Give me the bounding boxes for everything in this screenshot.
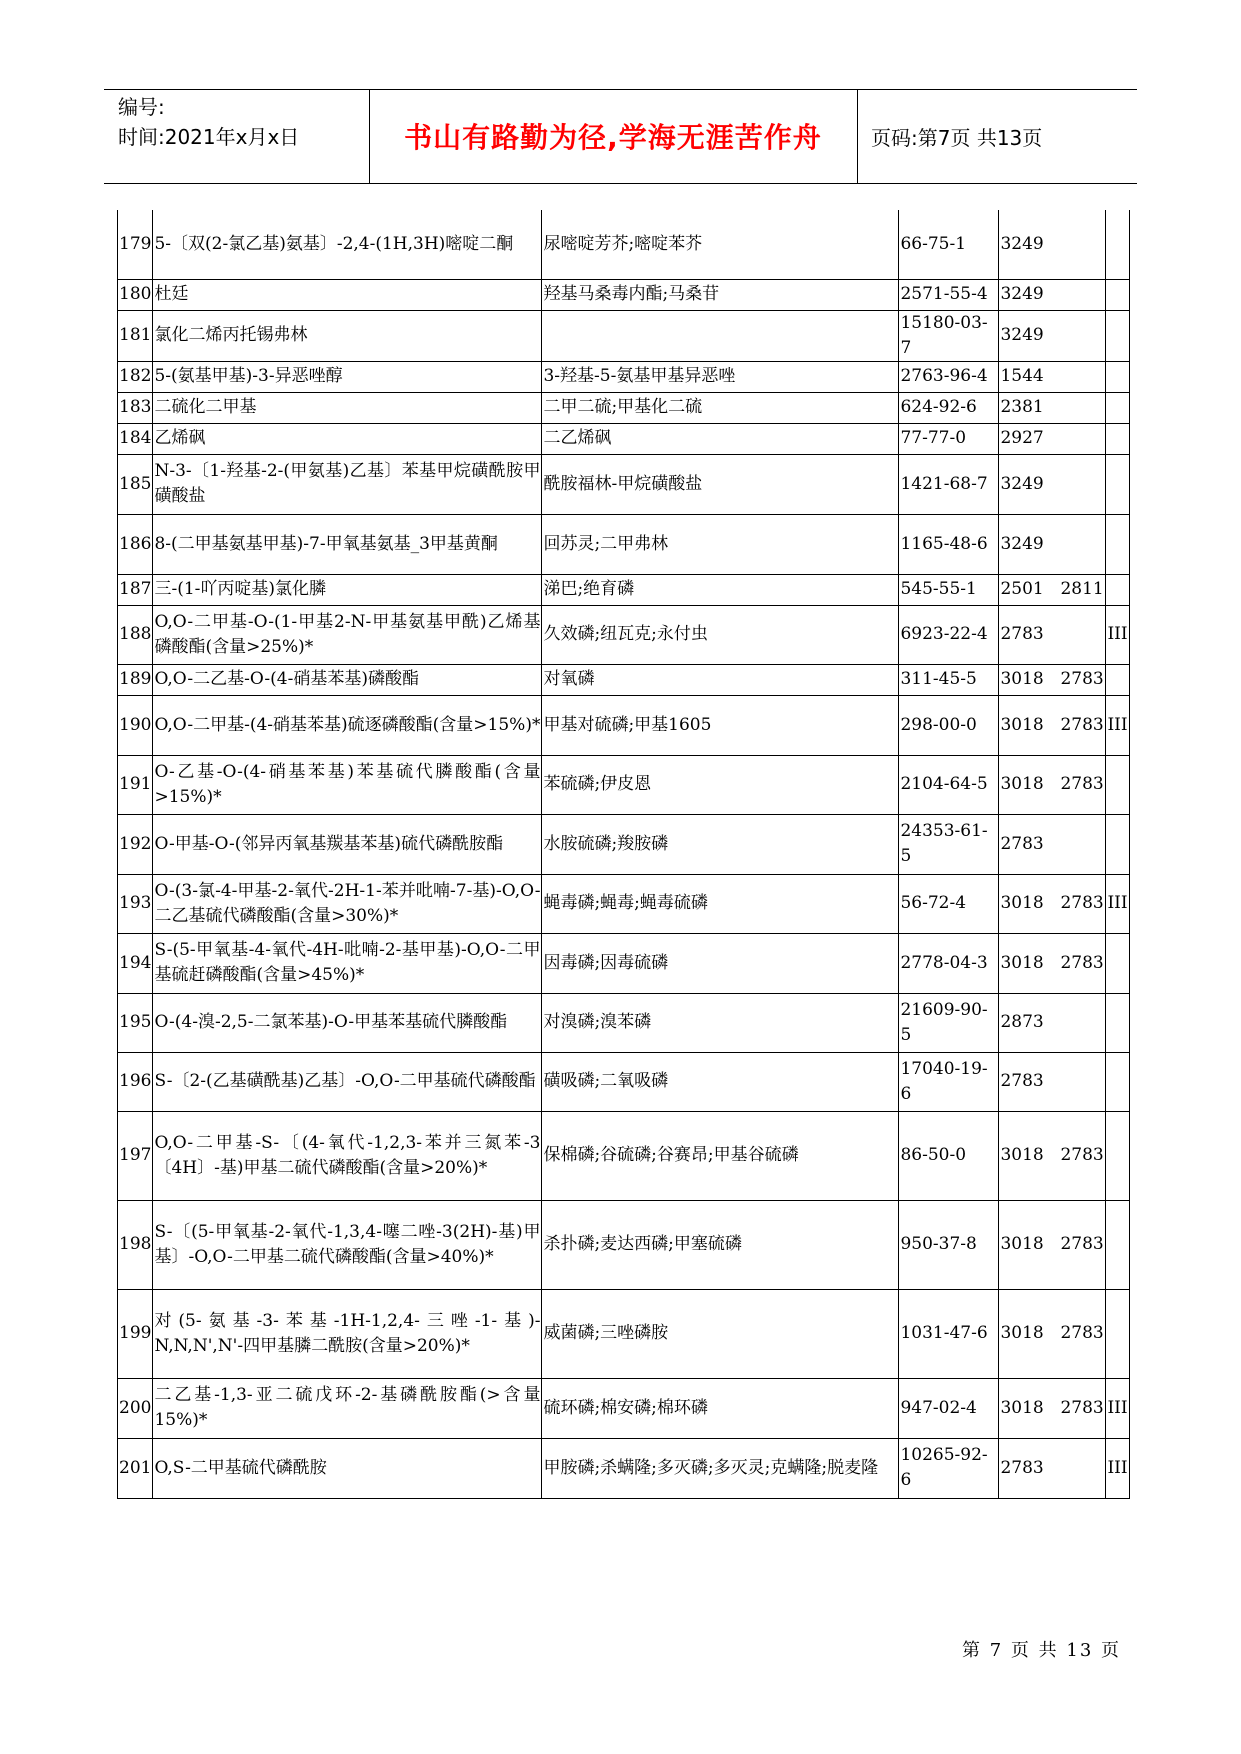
un-number-primary: 3018 — [1000, 774, 1044, 794]
table-row — [118, 605, 1130, 664]
hazard-class — [1106, 514, 1129, 574]
chemical-alias: 二乙烯砜 — [542, 423, 899, 454]
cas-number: 2571-55-4 — [899, 279, 999, 310]
table-row — [118, 1111, 1130, 1200]
un-number-secondary: 2811 — [1060, 579, 1104, 599]
chemical-alias: 回苏灵;二甲弗林 — [542, 514, 899, 574]
table-row — [118, 933, 1130, 993]
un-number-secondary: 2783 — [1060, 774, 1104, 794]
un-number-primary: 3249 — [1000, 284, 1044, 304]
cas-number: 947-02-4 — [899, 1378, 999, 1438]
chemical-alias: 威菌磷;三唑磷胺 — [542, 1289, 899, 1378]
table-row — [118, 361, 1130, 392]
hazard-class — [1106, 423, 1129, 454]
hazard-class — [1106, 1200, 1129, 1289]
cas-number: 2778-04-3 — [899, 933, 999, 993]
row-number: 188 — [118, 605, 153, 664]
un-number-primary: 3249 — [1000, 325, 1044, 345]
chemical-alias: 苯硫磷;伊皮恩 — [542, 755, 899, 814]
row-number: 185 — [118, 454, 153, 514]
hazard-class — [1106, 279, 1129, 310]
chemical-alias: 对溴磷;溴苯磷 — [542, 993, 899, 1052]
un-numbers — [999, 392, 1106, 423]
un-number-primary: 2783 — [1000, 1457, 1044, 1478]
chemical-alias: 久效磷;纽瓦克;永付虫 — [542, 605, 899, 664]
hazard-class — [1106, 1289, 1129, 1378]
chemical-alias: 酰胺福林-甲烷磺酸盐 — [542, 454, 899, 514]
chemical-name: 5-(氨基甲基)-3-异恶唑醇 — [153, 361, 542, 392]
un-number-primary: 3018 — [1000, 669, 1044, 689]
un-number-primary: 3018 — [1000, 952, 1044, 973]
hazard-class — [1106, 210, 1129, 279]
cas-number: 311-45-5 — [899, 664, 999, 695]
un-number-primary: 2927 — [1000, 428, 1044, 448]
hazard-class — [1106, 1111, 1129, 1200]
table-row — [118, 310, 1130, 361]
chemical-name: O-乙基-O-(4-硝基苯基)苯基硫代膦酸酯(含量>15%)* — [153, 755, 542, 814]
header-page-label: 页码:第7页 共13页 — [871, 125, 1043, 150]
chemical-alias: 水胺硫磷;羧胺磷 — [542, 814, 899, 874]
row-number: 195 — [118, 993, 153, 1052]
un-numbers — [999, 514, 1106, 574]
un-numbers — [999, 423, 1106, 454]
chemical-name: N-3-〔1-羟基-2-(甲氨基)乙基〕苯基甲烷磺酰胺甲磺酸盐 — [153, 454, 542, 514]
cas-number: 950-37-8 — [899, 1200, 999, 1289]
table-row — [118, 874, 1130, 933]
row-number: 182 — [118, 361, 153, 392]
un-number-primary: 1544 — [1000, 366, 1044, 386]
chemical-alias: 3-羟基-5-氨基甲基异恶唑 — [542, 361, 899, 392]
hazard-class — [1106, 361, 1129, 392]
un-numbers — [999, 755, 1106, 814]
table-row — [118, 664, 1130, 695]
cas-number: 24353-61-5 — [899, 814, 999, 874]
cas-number: 86-50-0 — [899, 1111, 999, 1200]
un-number-primary: 3018 — [1000, 1145, 1044, 1165]
un-numbers — [999, 279, 1106, 310]
chemical-name: O,S-二甲基硫代磷酰胺 — [153, 1438, 542, 1498]
un-number-primary: 3018 — [1000, 1234, 1044, 1254]
un-numbers — [999, 1289, 1106, 1378]
chemical-name: 二乙基-1,3-亚二硫戊环-2-基磷酰胺酯(>含量15%)* — [153, 1378, 542, 1438]
row-number: 190 — [118, 695, 153, 755]
hazard-class — [1106, 933, 1129, 993]
row-number: 201 — [118, 1438, 153, 1498]
cas-number: 56-72-4 — [899, 874, 999, 933]
un-numbers — [999, 1111, 1106, 1200]
table-row — [118, 423, 1130, 454]
chemical-alias: 对氧磷 — [542, 664, 899, 695]
table-row — [118, 279, 1130, 310]
un-number-primary: 3249 — [1000, 533, 1044, 554]
chemical-name: O-(4-溴-2,5-二氯苯基)-O-甲基苯基硫代膦酸酯 — [153, 993, 542, 1052]
cas-number: 298-00-0 — [899, 695, 999, 755]
un-number-secondary: 2783 — [1060, 952, 1104, 973]
un-number-primary: 2501 — [1000, 579, 1044, 599]
hazard-class — [1106, 993, 1129, 1052]
chemical-name: O,O-二甲基-(4-硝基苯基)硫逐磷酸酯(含量>15%)* — [153, 695, 542, 755]
un-numbers — [999, 814, 1106, 874]
chemical-alias — [542, 310, 899, 361]
chemical-name: O,O-二甲基-O-(1-甲基2-N-甲基氨基甲酰)乙烯基磷酸酯(含量>25%)* — [153, 605, 542, 664]
chemical-name: 乙烯砜 — [153, 423, 542, 454]
un-number-secondary: 2783 — [1060, 1323, 1104, 1343]
un-numbers — [999, 574, 1106, 605]
footer-page-number: 第 7 页 共 13 页 — [962, 1640, 1121, 1661]
chemical-alias: 磺吸磷;二氧吸磷 — [542, 1052, 899, 1111]
un-numbers — [999, 310, 1106, 361]
table-row — [118, 1289, 1130, 1378]
table-row — [118, 210, 1130, 279]
un-number-primary: 2783 — [1000, 624, 1044, 644]
row-number: 198 — [118, 1200, 153, 1289]
chemical-name: O-(3-氯-4-甲基-2-氧代-2H-1-苯并吡喃-7-基)-O,O-二乙基硫代磷酸酯(含量>30%)* — [153, 874, 542, 933]
hazard-class — [1106, 664, 1129, 695]
header-left-block — [118, 92, 299, 152]
table-row — [118, 695, 1130, 755]
cas-number: 2763-96-4 — [899, 361, 999, 392]
chemical-alias: 甲基对硫磷;甲基1605 — [542, 695, 899, 755]
chemical-alias: 因毒磷;因毒硫磷 — [542, 933, 899, 993]
row-number: 192 — [118, 814, 153, 874]
header-motto: 书山有路勤为径,学海无涯苦作舟 — [404, 121, 822, 154]
row-number: 197 — [118, 1111, 153, 1200]
table-row — [118, 755, 1130, 814]
row-number: 183 — [118, 392, 153, 423]
un-number-primary: 3249 — [1000, 473, 1044, 494]
cas-number: 17040-19-6 — [899, 1052, 999, 1111]
row-number: 186 — [118, 514, 153, 574]
chemical-name: O-甲基-O-(邻异丙氧基羰基苯基)硫代磷酰胺酯 — [153, 814, 542, 874]
un-numbers — [999, 1052, 1106, 1111]
hazard-class: III — [1106, 605, 1129, 664]
un-number-primary: 2873 — [1000, 1012, 1044, 1032]
row-number: 180 — [118, 279, 153, 310]
un-numbers — [999, 695, 1106, 755]
header-bottom-rule — [104, 183, 1137, 184]
row-number: 193 — [118, 874, 153, 933]
header-time-label: 时间:2021年x月x日 — [118, 125, 300, 149]
un-numbers — [999, 664, 1106, 695]
cas-number: 15180-03-7 — [899, 310, 999, 361]
un-number-primary: 3018 — [1000, 714, 1044, 735]
un-numbers — [999, 933, 1106, 993]
chemical-alias: 涕巴;绝育磷 — [542, 574, 899, 605]
un-numbers — [999, 454, 1106, 514]
chemical-alias: 保棉磷;谷硫磷;谷赛昂;甲基谷硫磷 — [542, 1111, 899, 1200]
table-row — [118, 574, 1130, 605]
row-number: 179 — [118, 210, 153, 279]
row-number: 191 — [118, 755, 153, 814]
chemical-alias: 硫环磷;棉安磷;棉环磷 — [542, 1378, 899, 1438]
un-numbers — [999, 1438, 1106, 1498]
cas-number: 10265-92-6 — [899, 1438, 999, 1498]
un-numbers — [999, 1200, 1106, 1289]
un-number-secondary: 2783 — [1060, 714, 1104, 735]
hazard-class — [1106, 392, 1129, 423]
un-numbers — [999, 210, 1106, 279]
row-number: 184 — [118, 423, 153, 454]
row-number: 187 — [118, 574, 153, 605]
header-divider-right — [857, 89, 858, 183]
chemical-table-body — [118, 210, 1130, 1498]
un-numbers — [999, 874, 1106, 933]
hazard-class — [1106, 814, 1129, 874]
hazard-class: III — [1106, 1438, 1129, 1498]
hazard-class — [1106, 1052, 1129, 1111]
chemical-alias: 尿嘧啶芳芥;嘧啶苯芥 — [542, 210, 899, 279]
chemical-name: 杜廷 — [153, 279, 542, 310]
chemical-name: 氯化二烯丙托锡弗林 — [153, 310, 542, 361]
chemical-name: 5-〔双(2-氯乙基)氨基〕-2,4-(1H,3H)嘧啶二酮 — [153, 210, 542, 279]
un-number-secondary: 2783 — [1060, 1234, 1104, 1254]
un-number-primary: 3018 — [1000, 1323, 1044, 1343]
table-row — [118, 392, 1130, 423]
cas-number: 545-55-1 — [899, 574, 999, 605]
chemical-name: S-〔2-(乙基磺酰基)乙基〕-O,O-二甲基硫代磷酸酯 — [153, 1052, 542, 1111]
chemical-name: O,O-二甲基-S-〔(4-氧代-1,2,3-苯并三氮苯-3〔4H〕-基)甲基二硫代磷酸酯(含量>20%)* — [153, 1111, 542, 1200]
hazard-class — [1106, 574, 1129, 605]
chemical-name: 二硫化二甲基 — [153, 392, 542, 423]
cas-number: 21609-90-5 — [899, 993, 999, 1052]
hazard-class: III — [1106, 695, 1129, 755]
un-numbers — [999, 1378, 1106, 1438]
row-number: 189 — [118, 664, 153, 695]
row-number: 200 — [118, 1378, 153, 1438]
hazard-class — [1106, 310, 1129, 361]
un-numbers — [999, 605, 1106, 664]
cas-number: 2104-64-5 — [899, 755, 999, 814]
chemical-name: 对(5-氨基-3-苯基-1H-1,2,4-三唑-1-基)-N,N,N',N'-四甲基膦二酰胺(含量>20%)* — [153, 1289, 542, 1378]
un-number-primary: 2783 — [1000, 833, 1044, 854]
chemical-alias: 蝇毒磷;蝇毒;蝇毒硫磷 — [542, 874, 899, 933]
chemical-name: O,O-二乙基-O-(4-硝基苯基)磷酸酯 — [153, 664, 542, 695]
cas-number: 1031-47-6 — [899, 1289, 999, 1378]
table-row — [118, 993, 1130, 1052]
un-number-primary: 2381 — [1000, 397, 1044, 417]
hazard-class: III — [1106, 874, 1129, 933]
row-number: 194 — [118, 933, 153, 993]
chemical-table — [117, 210, 1130, 1499]
un-numbers — [999, 993, 1106, 1052]
cas-number: 77-77-0 — [899, 423, 999, 454]
hazard-class: III — [1106, 1378, 1129, 1438]
un-number-secondary: 2783 — [1060, 1397, 1104, 1418]
un-number-primary: 3249 — [1000, 233, 1044, 254]
chemical-name: 8-(二甲基氨基甲基)-7-甲氧基氨基_3甲基黄酮 — [153, 514, 542, 574]
chemical-alias: 羟基马桑毒内酯;马桑苷 — [542, 279, 899, 310]
hazard-class — [1106, 755, 1129, 814]
cas-number: 624-92-6 — [899, 392, 999, 423]
chemical-name: 三-(1-吖丙啶基)氯化膦 — [153, 574, 542, 605]
un-number-secondary: 2783 — [1060, 1145, 1104, 1165]
table-row — [118, 514, 1130, 574]
table-row — [118, 454, 1130, 514]
chemical-alias: 杀扑磷;麦达西磷;甲塞硫磷 — [542, 1200, 899, 1289]
un-number-primary: 2783 — [1000, 1071, 1044, 1091]
row-number: 199 — [118, 1289, 153, 1378]
un-number-secondary: 2783 — [1060, 669, 1104, 689]
table-row — [118, 1200, 1130, 1289]
chemical-alias: 甲胺磷;杀螨隆;多灭磷;多灭灵;克螨隆;脱麦隆 — [542, 1438, 899, 1498]
cas-number: 1165-48-6 — [899, 514, 999, 574]
un-number-primary: 3018 — [1000, 1397, 1044, 1418]
table-row — [118, 1052, 1130, 1111]
cas-number: 66-75-1 — [899, 210, 999, 279]
chemical-name: S-〔(5-甲氧基-2-氧代-1,3,4-噻二唑-3(2H)-基)甲基〕-O,O-二甲基二硫代磷酸酯(含量>40%)* — [153, 1200, 542, 1289]
cas-number: 6923-22-4 — [899, 605, 999, 664]
chemical-name: S-(5-甲氧基-4-氧代-4H-吡喃-2-基甲基)-O,O-二甲基硫赶磷酸酯(含量>45%)* — [153, 933, 542, 993]
chemical-alias: 二甲二硫;甲基化二硫 — [542, 392, 899, 423]
table-row — [118, 1378, 1130, 1438]
cas-number: 1421-68-7 — [899, 454, 999, 514]
row-number: 181 — [118, 310, 153, 361]
header-number-label: 编号: — [118, 95, 165, 119]
un-number-primary: 3018 — [1000, 893, 1044, 913]
hazard-class — [1106, 454, 1129, 514]
row-number: 196 — [118, 1052, 153, 1111]
un-number-secondary: 2783 — [1060, 893, 1104, 913]
un-numbers — [999, 361, 1106, 392]
table-row — [118, 814, 1130, 874]
table-row — [118, 1438, 1130, 1498]
